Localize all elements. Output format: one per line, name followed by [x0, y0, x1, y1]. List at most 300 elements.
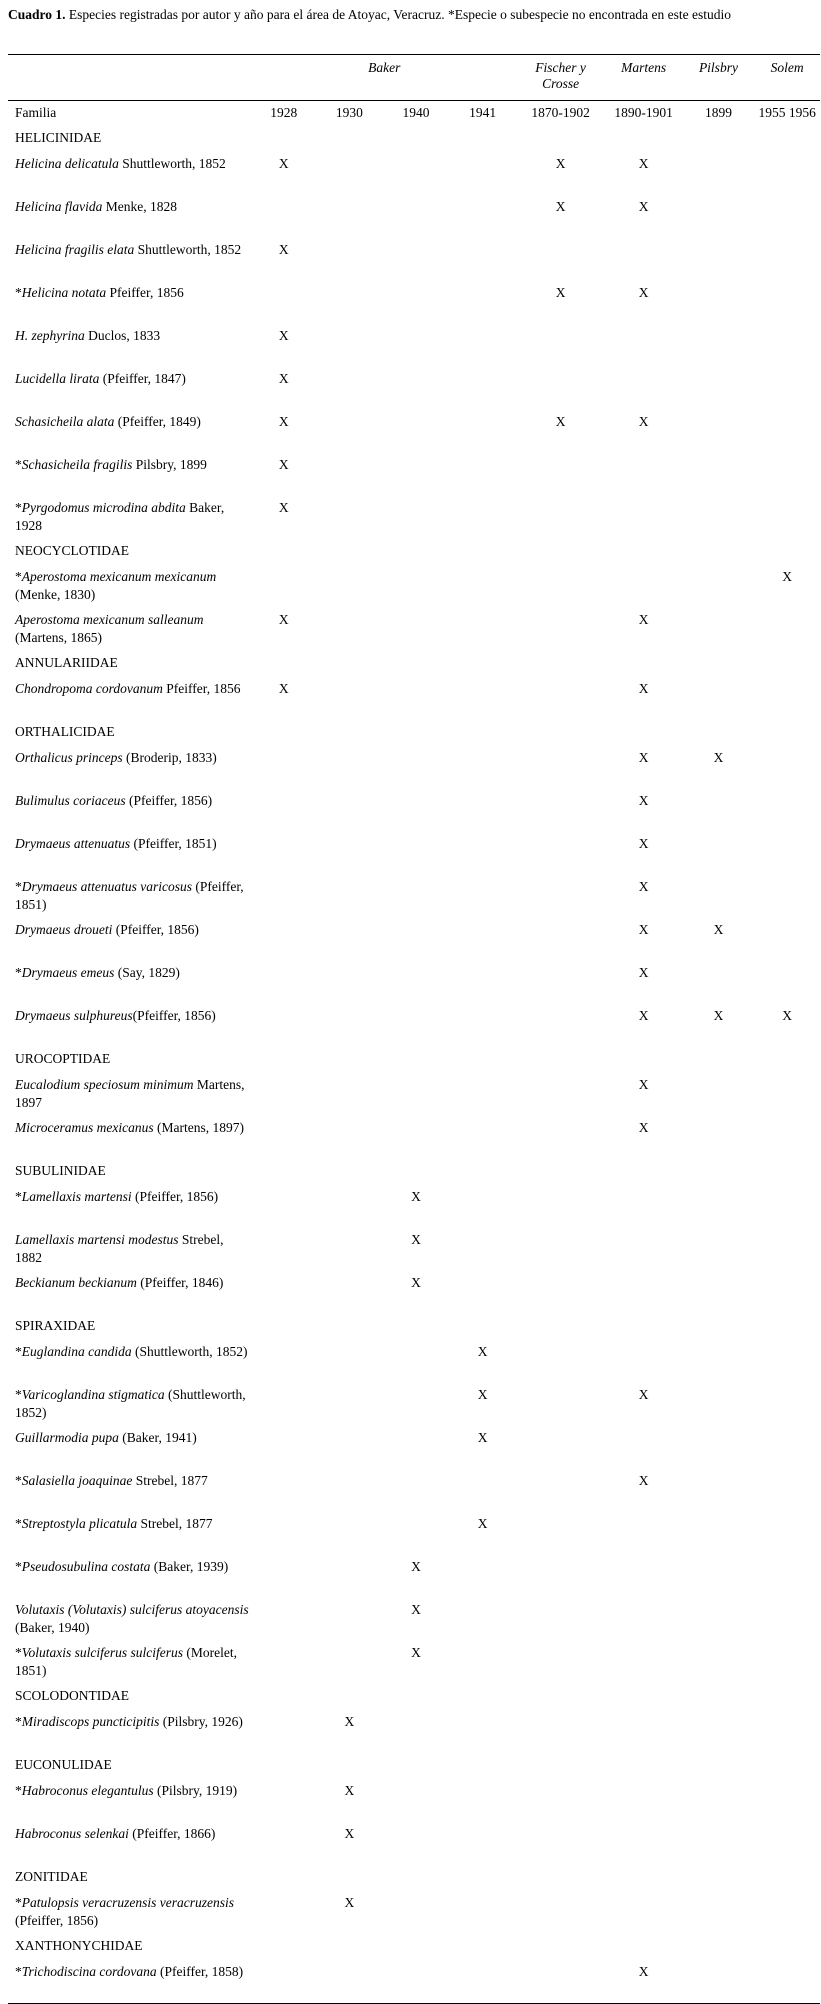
species-row: [8, 1512, 820, 1555]
record-mark: [517, 324, 605, 367]
record-mark: X: [278, 612, 289, 627]
record-mark: [449, 1960, 517, 2004]
record-mark: [605, 367, 683, 410]
species-row: [8, 1116, 820, 1159]
species-name: Lucidella lirata: [15, 371, 100, 386]
record-mark: [683, 565, 755, 608]
table-caption: [8, 6, 820, 24]
record-mark: X: [638, 1387, 649, 1402]
species-cell: [8, 1641, 252, 1684]
species-cell: [8, 1073, 252, 1116]
record-mark: [449, 832, 517, 875]
record-mark: [683, 281, 755, 324]
record-mark: [252, 918, 316, 961]
year-header: 1899: [704, 105, 732, 120]
record-mark: [449, 238, 517, 281]
species-name: Drymaeus attenuatus varicosus: [21, 879, 192, 894]
record-mark: [605, 238, 683, 281]
species-row: [8, 195, 820, 238]
family-name: SUBULINIDAE: [15, 1163, 106, 1178]
record-mark: [383, 453, 449, 496]
record-mark: [383, 875, 449, 918]
record-mark: [316, 238, 384, 281]
record-mark: [252, 1710, 316, 1753]
record-mark: [383, 367, 449, 410]
record-mark: X: [638, 1077, 649, 1092]
record-mark: X: [278, 156, 289, 171]
record-mark: [517, 1469, 605, 1512]
species-author: (Pfeiffer, 1856): [112, 922, 199, 937]
species-row: [8, 496, 820, 539]
species-cell: [8, 410, 252, 453]
species-row: [8, 324, 820, 367]
species-name: Bulimulus coriaceus: [15, 793, 126, 808]
record-mark: X: [555, 199, 566, 214]
record-mark: X: [555, 285, 566, 300]
record-mark: X: [782, 1008, 793, 1023]
record-mark: [683, 1822, 755, 1865]
record-mark: [449, 918, 517, 961]
species-cell: [8, 1710, 252, 1753]
species-name: Patulopsis veracruzensis veracruzensis: [21, 1895, 234, 1910]
record-mark: [683, 152, 755, 195]
record-mark: [449, 410, 517, 453]
species-cell: [8, 565, 252, 608]
record-mark: [316, 152, 384, 195]
not-found-asterisk: *: [15, 1714, 22, 1729]
record-mark: X: [638, 1120, 649, 1135]
record-mark: X: [638, 681, 649, 696]
species-row: [8, 1598, 820, 1641]
record-mark: X: [713, 750, 724, 765]
header-familia: Familia: [15, 105, 57, 120]
record-mark: [316, 281, 384, 324]
record-mark: [683, 1710, 755, 1753]
record-mark: [754, 1710, 820, 1753]
record-mark: [449, 1116, 517, 1159]
family-name: ANNULARIIDAE: [15, 655, 118, 670]
family-name: ZONITIDAE: [15, 1869, 88, 1884]
species-row: [8, 1960, 820, 2004]
record-mark: [605, 1426, 683, 1469]
species-author: (Pfeiffer, 1866): [128, 1826, 216, 1841]
species-row: [8, 608, 820, 651]
record-mark: [252, 789, 316, 832]
species-cell: [8, 746, 252, 789]
record-mark: [754, 1555, 820, 1598]
record-mark: [449, 1185, 517, 1228]
record-mark: [252, 1512, 316, 1555]
record-mark: [316, 1185, 384, 1228]
species-name: Drymaeus sulphureus: [15, 1008, 133, 1023]
record-mark: [605, 1710, 683, 1753]
record-mark: [754, 1340, 820, 1383]
record-mark: [383, 1426, 449, 1469]
not-found-asterisk: *: [15, 879, 22, 894]
record-mark: [517, 367, 605, 410]
record-mark: [383, 832, 449, 875]
species-cell: [8, 1383, 252, 1426]
record-mark: X: [278, 371, 289, 386]
record-mark: [517, 1779, 605, 1822]
family-row: [8, 720, 820, 746]
family-name: XANTHONYCHIDAE: [15, 1938, 143, 1953]
species-name: H. zephyrina: [15, 328, 85, 343]
record-mark: [683, 1891, 755, 1934]
species-cell: [8, 1555, 252, 1598]
family-row: [8, 1934, 820, 1960]
species-author: Duclos, 1833: [84, 328, 161, 343]
header-blank: [8, 55, 252, 101]
record-mark: [517, 1960, 605, 2004]
record-mark: [316, 1555, 384, 1598]
record-mark: [517, 1340, 605, 1383]
species-name: Eucalodium speciosum minimum: [15, 1077, 194, 1092]
year-row: [8, 101, 820, 127]
species-cell: [8, 1469, 252, 1512]
record-mark: [383, 152, 449, 195]
record-mark: [683, 677, 755, 720]
species-author: (Morelet, 1851): [15, 1645, 237, 1678]
record-mark: [517, 1116, 605, 1159]
record-mark: [517, 875, 605, 918]
species-cell: [8, 1271, 252, 1314]
record-mark: [683, 789, 755, 832]
species-cell: [8, 281, 252, 324]
species-name: Aperostoma mexicanum salleanum: [15, 612, 204, 627]
record-mark: [316, 608, 384, 651]
species-author: (Pfeiffer, 1849): [114, 414, 201, 429]
record-mark: X: [638, 1008, 649, 1023]
species-name: Volutaxis sulciferus sulciferus: [21, 1645, 183, 1660]
record-mark: X: [638, 922, 649, 937]
species-cell: [8, 152, 252, 195]
record-mark: [316, 1228, 384, 1271]
species-cell: [8, 875, 252, 918]
not-found-asterisk: *: [15, 965, 22, 980]
record-mark: [316, 1340, 384, 1383]
record-mark: [252, 1822, 316, 1865]
record-mark: [383, 1073, 449, 1116]
species-cell: [8, 195, 252, 238]
species-row: [8, 453, 820, 496]
family-row: [8, 1314, 820, 1340]
record-mark: [754, 789, 820, 832]
not-found-asterisk: *: [15, 1559, 22, 1574]
record-mark: X: [278, 500, 289, 515]
record-mark: [316, 496, 384, 539]
record-mark: [517, 1710, 605, 1753]
record-mark: [316, 195, 384, 238]
record-mark: [683, 195, 755, 238]
record-mark: [517, 1512, 605, 1555]
record-mark: [754, 1598, 820, 1641]
species-author: (Say, 1829): [114, 965, 180, 980]
record-mark: [252, 195, 316, 238]
record-mark: [316, 1641, 384, 1684]
record-mark: X: [344, 1826, 355, 1841]
record-mark: [605, 1891, 683, 1934]
species-name: Pyrgodomus microdina abdita: [21, 500, 186, 515]
record-mark: [316, 1960, 384, 2004]
record-mark: X: [782, 569, 793, 584]
record-mark: [754, 677, 820, 720]
record-mark: [517, 1383, 605, 1426]
family-row: [8, 651, 820, 677]
record-mark: [252, 565, 316, 608]
record-mark: [316, 1116, 384, 1159]
species-name: Streptostyla plicatula: [21, 1516, 138, 1531]
record-mark: [252, 1555, 316, 1598]
record-mark: [605, 1340, 683, 1383]
record-mark: [517, 789, 605, 832]
species-row: [8, 1891, 820, 1934]
record-mark: [252, 1779, 316, 1822]
record-mark: [605, 1822, 683, 1865]
record-mark: [605, 1641, 683, 1684]
species-name: Guillarmodia pupa: [15, 1430, 119, 1445]
record-mark: X: [555, 414, 566, 429]
record-mark: [754, 608, 820, 651]
record-mark: [683, 1383, 755, 1426]
family-row: [8, 1753, 820, 1779]
record-mark: [252, 1228, 316, 1271]
record-mark: [449, 152, 517, 195]
record-mark: [517, 746, 605, 789]
species-cell: [8, 1426, 252, 1469]
record-mark: [383, 324, 449, 367]
species-cell: [8, 1598, 252, 1641]
record-mark: [754, 453, 820, 496]
record-mark: [316, 1073, 384, 1116]
record-mark: X: [638, 836, 649, 851]
record-mark: [316, 565, 384, 608]
record-mark: [754, 324, 820, 367]
record-mark: [517, 1641, 605, 1684]
family-name: ORTHALICIDAE: [15, 724, 115, 739]
record-mark: [383, 1116, 449, 1159]
table-header: [8, 55, 820, 127]
species-row: [8, 1779, 820, 1822]
species-row: [8, 1383, 820, 1426]
species-row: [8, 1641, 820, 1684]
species-cell: [8, 1512, 252, 1555]
record-mark: [683, 1228, 755, 1271]
record-mark: X: [638, 414, 649, 429]
record-mark: X: [344, 1714, 355, 1729]
record-mark: [683, 1598, 755, 1641]
record-mark: [683, 1073, 755, 1116]
not-found-asterisk: *: [15, 500, 22, 515]
record-mark: [449, 608, 517, 651]
record-mark: [754, 238, 820, 281]
year-header: 1940: [402, 105, 430, 120]
species-author: (Pfeiffer, 1856): [15, 1913, 99, 1928]
record-mark: [605, 565, 683, 608]
species-author: Strebel, 1877: [132, 1473, 208, 1488]
record-mark: [316, 832, 384, 875]
species-author: (Pfeiffer, 1851): [15, 879, 244, 912]
record-mark: [754, 875, 820, 918]
record-mark: [252, 1185, 316, 1228]
species-name: Drymaeus attenuatus: [15, 836, 131, 851]
species-author: (Pfeiffer, 1846): [136, 1275, 224, 1290]
record-mark: [449, 1598, 517, 1641]
record-mark: [517, 1073, 605, 1116]
record-mark: X: [278, 328, 289, 343]
record-mark: [449, 565, 517, 608]
species-row: [8, 238, 820, 281]
record-mark: [517, 565, 605, 608]
record-mark: [517, 1004, 605, 1047]
header-baker: Baker: [368, 60, 401, 75]
species-row: [8, 1469, 820, 1512]
species-author: Menke, 1828: [102, 199, 177, 214]
record-mark: X: [638, 965, 649, 980]
not-found-asterisk: *: [15, 1783, 22, 1798]
species-author: Pfeiffer, 1856: [106, 285, 184, 300]
record-mark: [449, 1073, 517, 1116]
record-mark: X: [411, 1645, 421, 1660]
record-mark: [252, 1891, 316, 1934]
species-author: (Pfeiffer, 1847): [99, 371, 186, 386]
record-mark: [252, 1073, 316, 1116]
record-mark: [449, 1710, 517, 1753]
record-mark: [517, 1891, 605, 1934]
species-cell: [8, 1004, 252, 1047]
record-mark: [316, 746, 384, 789]
not-found-asterisk: *: [15, 1189, 22, 1204]
record-mark: [683, 496, 755, 539]
species-cell: [8, 1228, 252, 1271]
record-mark: [754, 496, 820, 539]
species-name: Habroconus elegantulus: [21, 1783, 154, 1798]
record-mark: X: [638, 750, 649, 765]
species-cell: [8, 1822, 252, 1865]
record-mark: [316, 1469, 384, 1512]
record-mark: [517, 1271, 605, 1314]
record-mark: [754, 281, 820, 324]
species-author: (Pfeiffer, 1858): [156, 1964, 244, 1979]
record-mark: [605, 1185, 683, 1228]
record-mark: [449, 677, 517, 720]
species-name: Salasiella joaquinae: [21, 1473, 133, 1488]
record-mark: X: [638, 199, 649, 214]
record-mark: [383, 608, 449, 651]
record-mark: [252, 1598, 316, 1641]
species-row: [8, 1555, 820, 1598]
record-mark: [449, 453, 517, 496]
species-table-container: [8, 54, 820, 2004]
record-mark: [683, 1641, 755, 1684]
species-row: [8, 1271, 820, 1314]
record-mark: [252, 961, 316, 1004]
species-row: [8, 367, 820, 410]
species-author: Pilsbry, 1899: [132, 457, 207, 472]
record-mark: [754, 1185, 820, 1228]
species-cell: [8, 1779, 252, 1822]
record-mark: [517, 496, 605, 539]
record-mark: [316, 367, 384, 410]
species-cell: [8, 677, 252, 720]
record-mark: [517, 961, 605, 1004]
species-name: Habroconus selenkai: [15, 1826, 129, 1841]
species-name: Drymaeus droueti: [15, 922, 113, 937]
record-mark: X: [555, 156, 566, 171]
year-header: 1955 1956: [758, 105, 816, 120]
record-mark: [316, 410, 384, 453]
species-row: [8, 677, 820, 720]
record-mark: X: [477, 1430, 488, 1445]
record-mark: [683, 1555, 755, 1598]
header-martens: Martens: [621, 60, 667, 75]
record-mark: X: [411, 1189, 421, 1204]
record-mark: [683, 1426, 755, 1469]
record-mark: [449, 1641, 517, 1684]
record-mark: [754, 1512, 820, 1555]
record-mark: X: [278, 242, 289, 257]
species-cell: [8, 1185, 252, 1228]
record-mark: [683, 1512, 755, 1555]
record-mark: X: [278, 414, 289, 429]
record-mark: [316, 1512, 384, 1555]
not-found-asterisk: *: [15, 1516, 22, 1531]
record-mark: [754, 1469, 820, 1512]
record-mark: [517, 918, 605, 961]
record-mark: X: [411, 1602, 421, 1617]
species-row: [8, 875, 820, 918]
species-name: Aperostoma mexicanum mexicanum: [21, 569, 217, 584]
record-mark: X: [638, 793, 649, 808]
species-row: [8, 746, 820, 789]
record-mark: X: [638, 879, 649, 894]
not-found-asterisk: *: [15, 1895, 22, 1910]
year-header: 1870-1902: [531, 105, 590, 120]
family-row: [8, 539, 820, 565]
species-author: (Menke, 1830): [15, 587, 96, 602]
year-header: 1930: [335, 105, 363, 120]
record-mark: [683, 238, 755, 281]
family-row: [8, 126, 820, 152]
species-name: Helicina flavida: [15, 199, 103, 214]
record-mark: [605, 324, 683, 367]
record-mark: [517, 238, 605, 281]
species-cell: [8, 367, 252, 410]
record-mark: [316, 918, 384, 961]
species-name: Orthalicus princeps: [15, 750, 123, 765]
record-mark: [316, 677, 384, 720]
record-mark: [754, 1426, 820, 1469]
record-mark: [449, 496, 517, 539]
record-mark: [449, 1004, 517, 1047]
record-mark: X: [477, 1387, 488, 1402]
record-mark: [754, 918, 820, 961]
record-mark: [383, 1779, 449, 1822]
record-mark: [252, 1116, 316, 1159]
species-author: (Baker, 1941): [118, 1430, 197, 1445]
record-mark: [383, 789, 449, 832]
record-mark: [316, 324, 384, 367]
record-mark: [383, 1004, 449, 1047]
species-author: (Pfeiffer, 1851): [130, 836, 217, 851]
record-mark: [517, 1555, 605, 1598]
record-mark: [383, 565, 449, 608]
record-mark: [683, 410, 755, 453]
record-mark: [316, 789, 384, 832]
record-mark: [383, 1822, 449, 1865]
record-mark: [252, 1004, 316, 1047]
species-name: Lamellaxis martensi: [21, 1189, 132, 1204]
